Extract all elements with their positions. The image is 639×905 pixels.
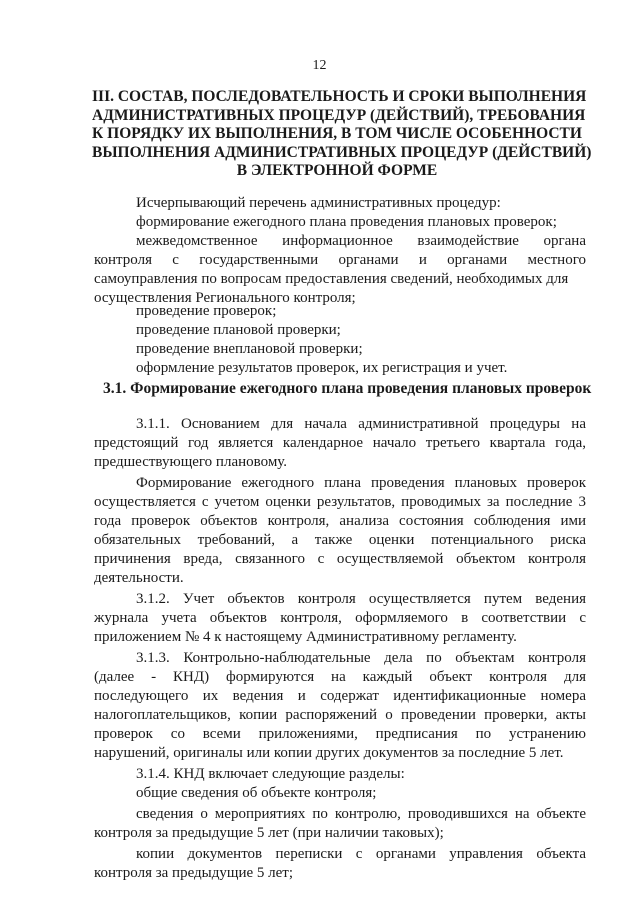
procedure-item: оформление результатов проверок, их регистрация и учет. — [136, 360, 508, 376]
procedures-intro: Исчерпывающий перечень административных процедур: — [136, 195, 501, 211]
paragraph-line: предстоящий год является календарное начало третьего квартала года, — [94, 435, 586, 451]
procedure-item-cont: контроля с государственными органами и органами местного — [94, 252, 586, 268]
paragraph-line: 3.1.4. КНД включает следующие разделы: — [136, 766, 405, 782]
procedure-item: проведение плановой проверки; — [136, 322, 341, 338]
paragraph-line: года проверок объектов контроля, анализа состояния соблюдения ими — [94, 513, 586, 529]
procedure-item-cont: самоуправления по вопросам предоставления сведений, необходимых для — [94, 271, 569, 287]
paragraph-line: контроля за предыдущие 5 лет; — [94, 865, 293, 881]
paragraph-line: приложением № 4 к настоящему Административному регламенту. — [94, 629, 517, 645]
procedure-item: проведение проверок; — [136, 303, 277, 319]
procedure-item: проведение внеплановой проверки; — [136, 341, 363, 357]
paragraph-line: обязательных требований, а также оценки потенциального риска — [94, 532, 586, 548]
page-number: 12 — [312, 58, 327, 73]
paragraph-line: причинения вреда, связанного с осуществляемой объектом контроля — [94, 551, 586, 567]
paragraph-line: (далее - КНД) формируются на каждый объект контроля для — [94, 669, 586, 685]
paragraph-line: деятельности. — [94, 570, 184, 586]
section-title-line: АДМИНИСТРАТИВНЫХ ПРОЦЕДУР (ДЕЙСТВИЙ), ТРЕБОВАНИЯ — [92, 106, 586, 124]
paragraph-line: предшествующего плановому. — [94, 454, 288, 470]
procedure-item: межведомственное информационное взаимодействие органа — [136, 233, 586, 249]
paragraph-line: проверок со всеми приложениями, предписания по устранению — [94, 726, 586, 742]
paragraph-line: контроля за предыдущие 5 лет (при наличии таковых); — [94, 825, 444, 841]
paragraph-line: 3.1.3. Контрольно-наблюдательные дела по объектам контроля — [136, 650, 586, 666]
paragraph-line: копии документов переписки с органами управления объекта — [136, 846, 586, 862]
procedure-item-cont: осуществления Регионального контроля; — [94, 290, 356, 306]
section-title — [92, 88, 592, 181]
subsection-title: 3.1. Формирование ежегодного плана проведения плановых проверок — [103, 380, 592, 397]
section-title-line: К ПОРЯДКУ ИХ ВЫПОЛНЕНИЯ, В ТОМ ЧИСЛЕ ОСОБЕННОСТИ — [92, 125, 582, 142]
paragraph-line: осуществляется с учетом оценки результатов, проводимых за последние 3 — [94, 494, 586, 510]
paragraph-line: журнала учета объектов контроля, оформляемого в соответствии с — [94, 610, 586, 626]
paragraph-line: сведения о мероприятиях по контролю, проводившихся на объекте — [136, 806, 586, 822]
paragraph-line: Формирование ежегодного плана проведения плановых проверок — [136, 475, 586, 491]
paragraph-line: 3.1.1. Основанием для начала административной процедуры на — [136, 416, 586, 432]
procedure-item: формирование ежегодного плана проведения плановых проверок; — [136, 214, 557, 230]
paragraph-line: последующего их ведения и содержат идентификационные номера — [94, 688, 586, 704]
section-title-line: В ЭЛЕКТРОННОЙ ФОРМЕ — [236, 162, 438, 179]
section-title-line: III. СОСТАВ, ПОСЛЕДОВАТЕЛЬНОСТЬ И СРОКИ ВЫПОЛНЕНИЯ — [92, 88, 587, 105]
paragraph-line: налогоплательщиков, копии распоряжений о проведении проверки, акты — [94, 707, 586, 723]
paragraph-line: 3.1.2. Учет объектов контроля осуществляется путем ведения — [136, 591, 586, 607]
paragraph-line: общие сведения об объекте контроля; — [136, 785, 377, 801]
paragraph-line: нарушений, оригиналы или копии других документов за последние 5 лет. — [94, 745, 564, 761]
section-title-line: ВЫПОЛНЕНИЯ АДМИНИСТРАТИВНЫХ ПРОЦЕДУР (ДЕЙСТВИЙ) — [92, 143, 592, 161]
